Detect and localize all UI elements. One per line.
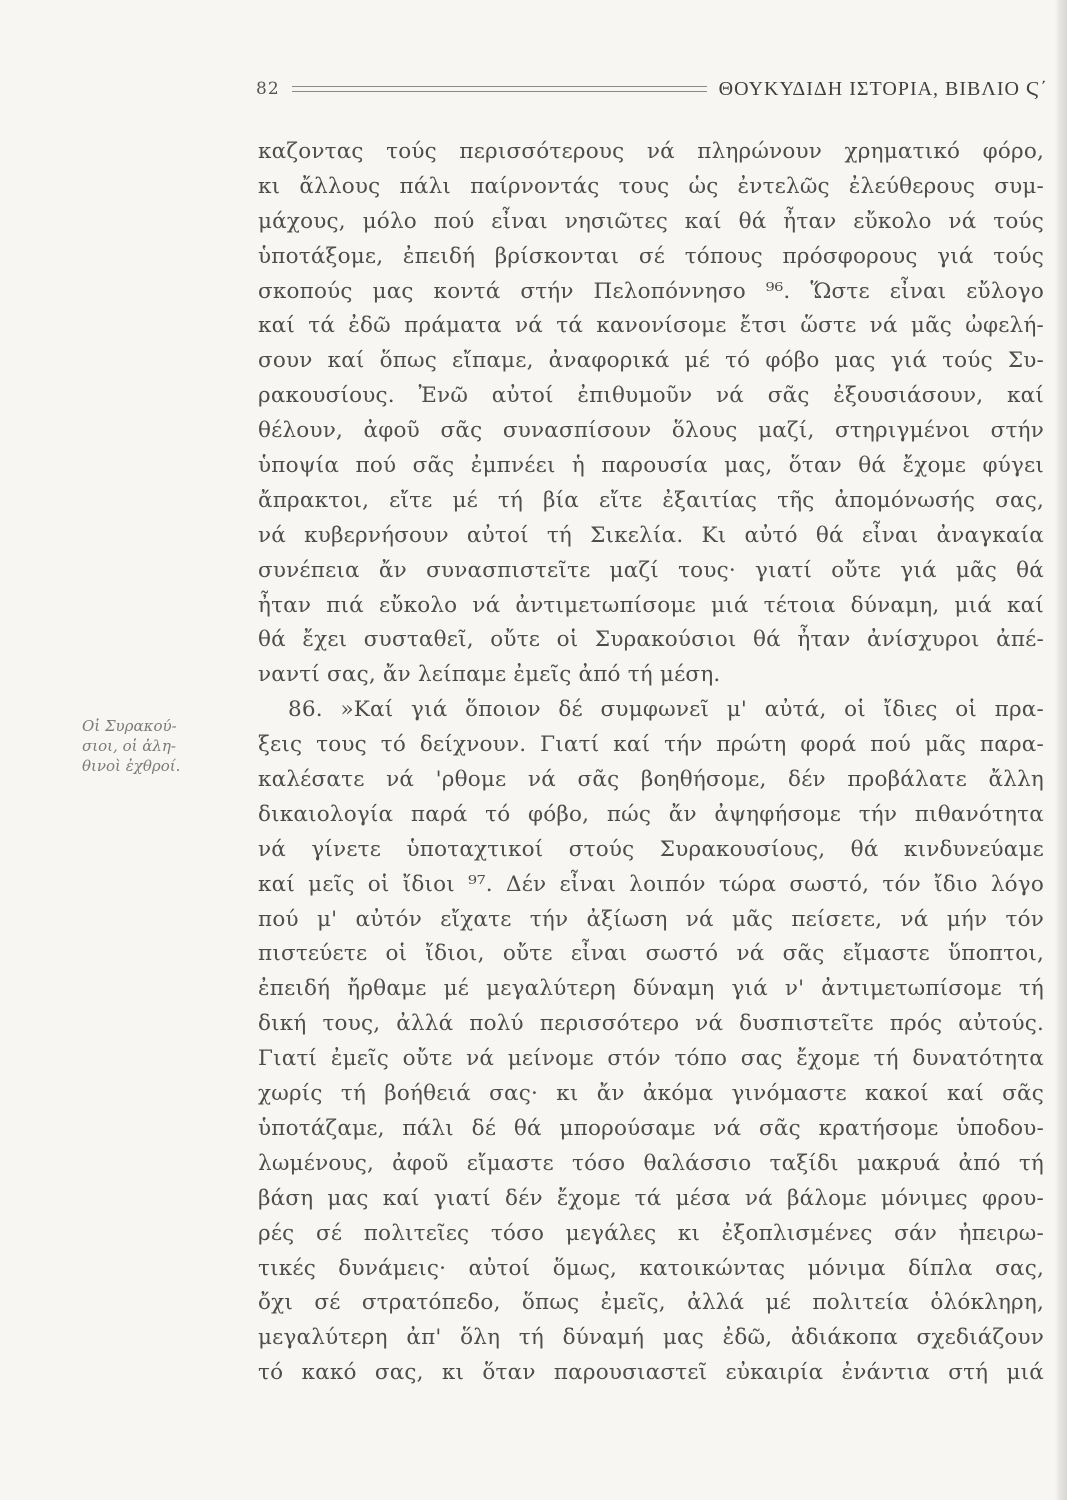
text-line: ρακουσίους. Ἐνῶ αὐτοί ἐπιθυμοῦν νά σᾶς ἐξουσιάσουν, καί: [258, 383, 1044, 409]
text-line: ἄπρακτοι, εἴτε μέ τή βία εἴτε ἐξαιτίας τῆς ἀπομόνωσής σας,: [258, 487, 1044, 513]
text-line: ἦταν πιά εὔκολο νά ἀντιμετωπίσομε μιά τέτοια δύναμη, μιά καί: [258, 592, 1044, 618]
text-line: μεγαλύτερη ἀπ' ὅλη τή δύναμή μας ἐδῶ, ἀδιάκοπα σχεδιάζουν: [258, 1325, 1044, 1351]
text-line: ναντί σας, ἄν λείπαμε ἐμεῖς ἀπό τή μέση.: [258, 662, 721, 688]
body-text: [258, 135, 1044, 1391]
text-line: δικαιολογία παρά τό φόβο, πώς ἄν ἀψηφήσομε τήν πιθανότητα: [258, 801, 1044, 827]
text-line: τό κακό σας, κι ὅταν παρουσιαστεῖ εὐκαιρία ἐνάντια στή μιά: [258, 1360, 1044, 1386]
margin-note-line: Οἱ Συρακού-: [82, 717, 177, 735]
text-line: ὑποψία πού σᾶς ἐμπνέει ἡ παρουσία μας, ὅταν θά ἔχομε φύγει: [258, 453, 1044, 479]
text-line: θέλουν, ἀφοῦ σᾶς συνασπίσουν ὅλους μαζί, στηριγμένοι στήν: [258, 418, 1044, 444]
text-line: ὑποτάζαμε, πάλι δέ θά μπορούσαμε νά σᾶς κρατήσομε ὑποδου-: [258, 1115, 1044, 1141]
margin-note-line: θινοὶ ἐχθροί.: [82, 757, 181, 775]
text-line: λωμένους, ἀφοῦ εἴμαστε τόσο θαλάσσιο ταξίδι μακρυά ἀπό τή: [258, 1150, 1044, 1176]
text-line: ρές σέ πολιτεῖες τόσο μεγάλες κι ἐξοπλισμένες σάν ἠπειρω-: [258, 1220, 1044, 1246]
text-line: ἐπειδή ἤρθαμε μέ μεγαλύτερη δύναμη γιά ν' ἀντιμετωπίσομε τή: [258, 976, 1044, 1002]
margin-note: [82, 716, 242, 776]
text-line: κι ἄλλους πάλι παίρνοντάς τους ὡς ἐντελῶς ἐλεύθερους συμ-: [258, 173, 1044, 199]
chapter-86-start: 86. »Καί γιά ὅποιον δέ συμφωνεῖ μ' αὐτά, οἱ ἴδιες οἱ πρα-: [288, 697, 1044, 723]
text-line: χωρίς τή βοήθειά σας· κι ἄν ἀκόμα γινόμαστε κακοί καί σᾶς: [258, 1081, 1044, 1107]
text-line: μάχους, μόλο πού εἶναι νησιῶτες καί θά ἦταν εὔκολο νά τούς: [258, 208, 1044, 234]
text-line: καλέσατε νά 'ρθομε νά σᾶς βοηθήσομε, δέν προβάλατε ἄλλη: [258, 767, 1044, 793]
header-double-rule: [292, 86, 707, 92]
text-line: ὑποτάξομε, ἐπειδή βρίσκονται σέ τόπους πρόσφορους γιά τούς: [258, 243, 1044, 269]
text-line: νά κυβερνήσουν αὐτοί τή Σικελία. Κι αὐτό θά εἶναι ἀναγκαία: [258, 522, 1044, 548]
text-line: καί τά ἐδῶ πράματα νά τά κανονίσομε ἔτσι ὥστε νά μᾶς ὠφελή-: [258, 313, 1044, 339]
text-line: πού μ' αὐτόν εἴχατε τήν ἀξίωση νά μᾶς πείσετε, νά μήν τόν: [258, 906, 1044, 932]
text-line: ξεις τους τό δείχνουν. Γιατί καί τήν πρώτη φορά πού μᾶς παρα-: [258, 732, 1044, 758]
text-line: Γιατί ἐμεῖς οὔτε νά μείνομε στόν τόπο σας ἔχομε τή δυνατότητα: [258, 1046, 1044, 1072]
text-line: θά ἔχει συσταθεῖ, οὔτε οἱ Συρακούσιοι θά ἦταν ἀνίσχυροι ἀπέ-: [258, 627, 1044, 653]
page-edge: [1055, 0, 1067, 1500]
text-line: τικές δυνάμεις· αὐτοί ὅμως, κατοικώντας μόνιμα δίπλα σας,: [258, 1255, 1044, 1281]
text-line: σουν καί ὅπως εἴπαμε, ἀναφορικά μέ τό φόβο μας γιά τούς Συ-: [258, 348, 1044, 374]
text-line: καί μεῖς οἱ ἴδιοι ⁹⁷. Δέν εἶναι λοιπόν τώρα σωστό, τόν ἴδιο λόγο: [258, 871, 1044, 897]
text-line: πιστεύετε οἱ ἴδιοι, οὔτε εἶναι σωστό νά σᾶς εἴμαστε ὕποπτοι,: [258, 941, 1044, 967]
margin-note-line: σιοι, οἱ ἀλη-: [82, 737, 176, 755]
text-line: σκοπούς μας κοντά στήν Πελοπόννησο ⁹⁶. Ὥστε εἶναι εὔλογο: [258, 278, 1044, 304]
running-header: [256, 76, 1048, 102]
text-line: ὄχι σέ στρατόπεδο, ὅπως ἐμεῖς, ἀλλά μέ πολιτεία ὁλόκληρη,: [258, 1290, 1044, 1316]
text-line: καζοντας τούς περισσότερους νά πληρώνουν χρηματικό φόρο,: [258, 139, 1044, 164]
running-title: ΘΟΥΚΥΔΙΔΗ ΙΣΤΟΡΙΑ, ΒΙΒΛΙΟ Ϛ΄: [718, 77, 1048, 100]
text-line: δική τους, ἀλλά πολύ περισσότερο νά δυσπιστεῖτε πρός αὐτούς.: [258, 1011, 1044, 1037]
text-line: βάση μας καί γιατί δέν ἔχομε τά μέσα νά βάλομε μόνιμες φρου-: [258, 1185, 1044, 1211]
page-number: 82: [256, 79, 280, 99]
text-line: συνέπεια ἄν συνασπιστεῖτε μαζί τους· γιατί οὔτε γιά μᾶς θά: [258, 557, 1044, 583]
text-line: νά γίνετε ὑποταχτικοί στούς Συρακουσίους, θά κινδυνεύαμε: [258, 836, 1044, 862]
